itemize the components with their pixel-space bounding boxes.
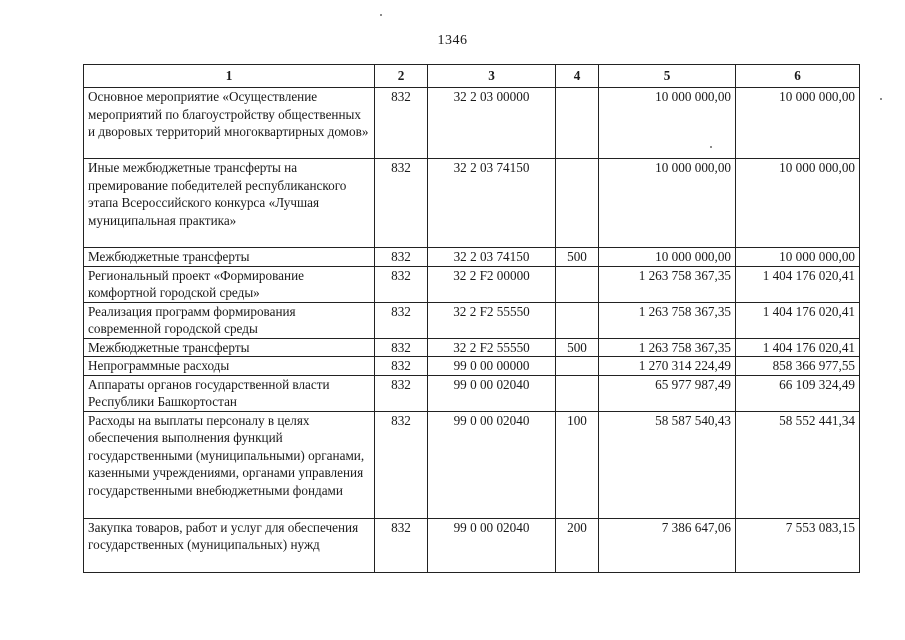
table-row (84, 375, 860, 411)
scan-speck (880, 98, 882, 100)
scan-speck (380, 14, 382, 16)
row-ministry: 832 (375, 266, 428, 302)
row-name: Межбюджетные трансферты (84, 248, 375, 267)
row-type: 500 (556, 338, 599, 357)
row-ministry: 832 (375, 159, 428, 248)
row-sum-1: 58 587 540,43 (599, 411, 736, 518)
row-sum-1: 7 386 647,06 (599, 518, 736, 572)
row-name: Непрограммные расходы (84, 357, 375, 376)
page-number: 1346 (437, 33, 468, 48)
row-sum-2: 7 553 083,15 (736, 518, 860, 572)
row-type (556, 375, 599, 411)
table-row (84, 159, 860, 248)
row-target: 32 2 F2 55550 (428, 338, 556, 357)
row-type (556, 266, 599, 302)
row-name: Основное мероприятие «Осуществление мероприятий по благоустройству общественных и дворовых территорий многоквартирных домов» (84, 88, 375, 159)
scan-speck (710, 146, 712, 148)
table-row (84, 302, 860, 338)
row-sum-1: 10 000 000,00 (599, 159, 736, 248)
row-name: Иные межбюджетные трансферты на премирование победителей республиканского этапа Всероссийского конкурса «Лучшая муниципальная практика» (84, 159, 375, 248)
row-target: 99 0 00 02040 (428, 518, 556, 572)
row-ministry: 832 (375, 88, 428, 159)
row-target: 32 2 F2 00000 (428, 266, 556, 302)
row-ministry: 832 (375, 411, 428, 518)
row-sum-1: 65 977 987,49 (599, 375, 736, 411)
row-ministry: 832 (375, 518, 428, 572)
row-sum-2: 10 000 000,00 (736, 88, 860, 159)
row-sum-1: 1 263 758 367,35 (599, 302, 736, 338)
row-type (556, 88, 599, 159)
row-target: 99 0 00 02040 (428, 411, 556, 518)
row-type: 200 (556, 518, 599, 572)
header-col-5: 5 (599, 65, 736, 88)
table-row (84, 411, 860, 518)
table-row (84, 338, 860, 357)
row-target: 32 2 03 74150 (428, 248, 556, 267)
budget-table (83, 64, 860, 573)
row-sum-2: 10 000 000,00 (736, 159, 860, 248)
row-ministry: 832 (375, 357, 428, 376)
table-row (84, 357, 860, 376)
row-sum-2: 58 552 441,34 (736, 411, 860, 518)
row-target: 99 0 00 02040 (428, 375, 556, 411)
row-name: Расходы на выплаты персоналу в целях обеспечения выполнения функций государственными (муниципальными) органами, казенными учреждениями, органами управления государственными внебюджетными фондами (84, 411, 375, 518)
row-sum-2: 1 404 176 020,41 (736, 266, 860, 302)
row-ministry: 832 (375, 338, 428, 357)
row-ministry: 832 (375, 302, 428, 338)
row-type (556, 357, 599, 376)
row-sum-1: 1 263 758 367,35 (599, 266, 736, 302)
table-row (84, 266, 860, 302)
row-type (556, 302, 599, 338)
row-type: 100 (556, 411, 599, 518)
row-name: Реализация программ формирования современной городской среды (84, 302, 375, 338)
row-type: 500 (556, 248, 599, 267)
table-row (84, 88, 860, 159)
row-name: Региональный проект «Формирование комфортной городской среды» (84, 266, 375, 302)
row-sum-2: 10 000 000,00 (736, 248, 860, 267)
header-col-1: 1 (84, 65, 375, 88)
row-sum-1: 10 000 000,00 (599, 88, 736, 159)
row-sum-2: 858 366 977,55 (736, 357, 860, 376)
row-ministry: 832 (375, 248, 428, 267)
header-col-6: 6 (736, 65, 860, 88)
row-ministry: 832 (375, 375, 428, 411)
table-row (84, 248, 860, 267)
row-name: Закупка товаров, работ и услуг для обеспечения государственных (муниципальных) нужд (84, 518, 375, 572)
table-row (84, 518, 860, 572)
row-sum-2: 1 404 176 020,41 (736, 338, 860, 357)
row-target: 32 2 F2 55550 (428, 302, 556, 338)
row-target: 32 2 03 74150 (428, 159, 556, 248)
row-target: 99 0 00 00000 (428, 357, 556, 376)
row-sum-2: 66 109 324,49 (736, 375, 860, 411)
header-col-4: 4 (556, 65, 599, 88)
header-col-3: 3 (428, 65, 556, 88)
header-col-2: 2 (375, 65, 428, 88)
row-sum-1: 10 000 000,00 (599, 248, 736, 267)
row-sum-1: 1 270 314 224,49 (599, 357, 736, 376)
row-type (556, 159, 599, 248)
row-sum-2: 1 404 176 020,41 (736, 302, 860, 338)
row-name: Аппараты органов государственной власти Республики Башкортостан (84, 375, 375, 411)
row-name: Межбюджетные трансферты (84, 338, 375, 357)
row-sum-1: 1 263 758 367,35 (599, 338, 736, 357)
row-target: 32 2 03 00000 (428, 88, 556, 159)
header-row (84, 65, 860, 88)
